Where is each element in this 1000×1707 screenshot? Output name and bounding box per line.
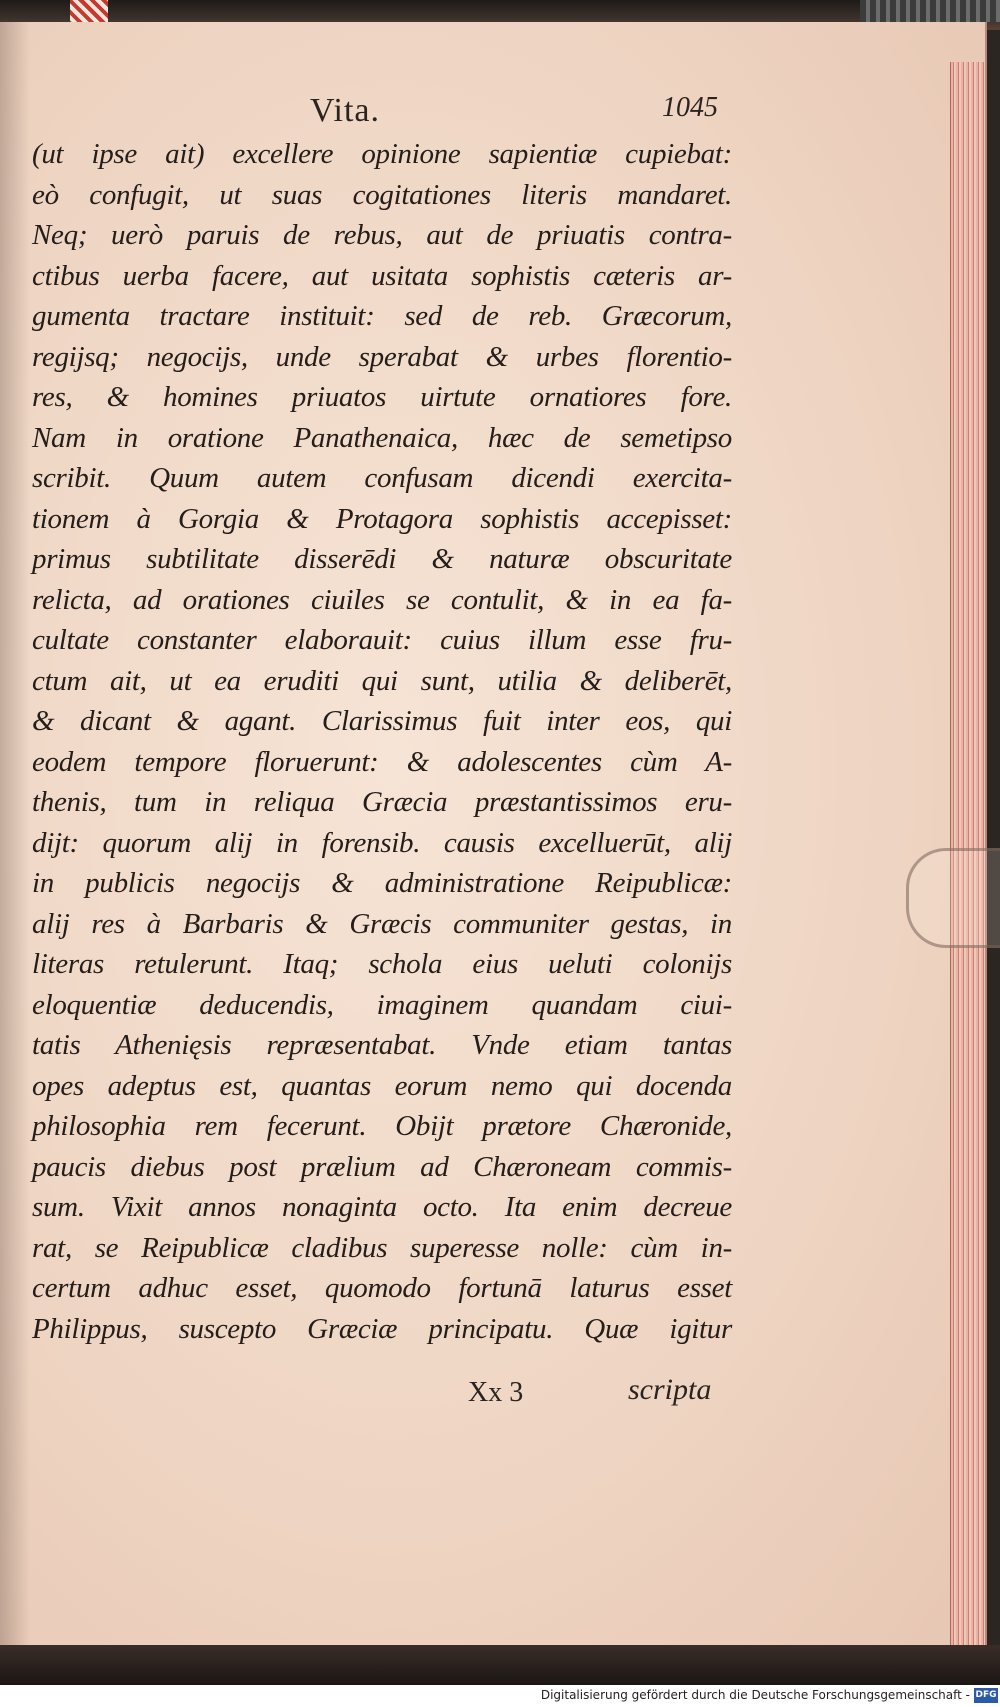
text-line: eloquentiæ deducendis, imaginem quandam ciui- <box>32 988 732 1021</box>
text-line: in publicis negocijs & administratione Reipublicæ: <box>32 867 732 899</box>
text-line: alij res à Barbaris & Græcis communiter gestas, in <box>32 907 732 940</box>
text-line: scribit. Quum autem confusam dicendi exercita- <box>32 462 732 494</box>
text-line: philosophia rem fecerunt. Obijt prætore Chæronide, <box>32 1110 732 1142</box>
text-line: primus subtilitate disserēdi & naturæ obscuritate <box>32 543 732 575</box>
text-line: certum adhuc esset, quomodo fortunā laturus esset <box>32 1272 732 1304</box>
catchword: scripta <box>628 1373 712 1406</box>
text-line: regijsq; negocijs, unde sperabat & urbes florentio- <box>32 340 732 373</box>
text-line: & dicant & agant. Clarissimus fuit inter eos, qui <box>32 705 732 737</box>
text-line: (ut ipse ait) excellere opinione sapientiæ cupiebat: <box>32 138 732 170</box>
cover-edge <box>860 0 1000 22</box>
text-line: cultate constanter elaborauit: cuius illum esse fru- <box>32 624 732 656</box>
text-line: res, & homines priuatos uirtute ornatiores fore. <box>32 381 732 413</box>
text-line: ctum ait, ut ea eruditi qui sunt, utilia & deliberēt, <box>32 664 732 697</box>
text-line: ctibus uerba facere, aut usitata sophistis cæteris ar- <box>32 259 732 292</box>
text-line: Neq; uerò paruis de rebus, aut de priuatis contra- <box>32 219 732 251</box>
text-line: eodem tempore floruerunt: & adolescentes cùm A- <box>32 745 732 778</box>
body-text <box>32 138 732 1353</box>
spine-shadow <box>0 22 30 1662</box>
signature-mark: Xx 3 <box>468 1377 524 1408</box>
text-line: relicta, ad orationes ciuiles se contulit, & in ea fa- <box>32 583 732 616</box>
text-line: sum. Vixit annos nonaginta octo. Ita enim decreue <box>32 1191 732 1223</box>
text-line: rat, se Reipublicæ cladibus superesse nolle: cùm in- <box>32 1231 732 1264</box>
text-line: tionem à Gorgia & Protagora sophistis accepisset: <box>32 502 732 535</box>
text-line: opes adeptus est, quantas eorum nemo qui docenda <box>32 1069 732 1102</box>
text-line: tatis Athenięsis repræsentabat. Vnde etiam tantas <box>32 1029 732 1061</box>
page-header <box>0 92 985 142</box>
credit-text: Digitalisierung gefördert durch die Deutsche Forschungsgemeinschaft - <box>540 1688 970 1702</box>
page-number: 1045 <box>662 92 718 123</box>
text-line: gumenta tractare instituit: sed de reb. Græcorum, <box>32 300 732 332</box>
page-footer <box>0 1373 985 1417</box>
book-binding-bottom <box>0 1645 1000 1685</box>
page-clip <box>906 848 1000 948</box>
dfg-logo: DFG <box>974 1688 998 1703</box>
text-line: Nam in oratione Panathenaica, hæc de semetipso <box>32 421 732 454</box>
text-line: dijt: quorum alij in forensib. causis excelluerūt, alij <box>32 826 732 859</box>
text-line: thenis, tum in reliqua Græcia præstantissimos eru- <box>32 786 732 818</box>
running-title: Vita. <box>310 92 380 129</box>
text-line: eò confugit, ut suas cogitationes literis mandaret. <box>32 178 732 211</box>
text-line: Philippus, suscepto Græciæ principatu. Quæ igitur <box>32 1312 732 1345</box>
credit-bar <box>0 1685 1000 1707</box>
book-page <box>0 22 987 1662</box>
text-line: paucis diebus post prælium ad Chæroneam commis- <box>32 1150 732 1183</box>
text-line: literas retulerunt. Itaq; schola eius ueluti colonijs <box>32 948 732 980</box>
